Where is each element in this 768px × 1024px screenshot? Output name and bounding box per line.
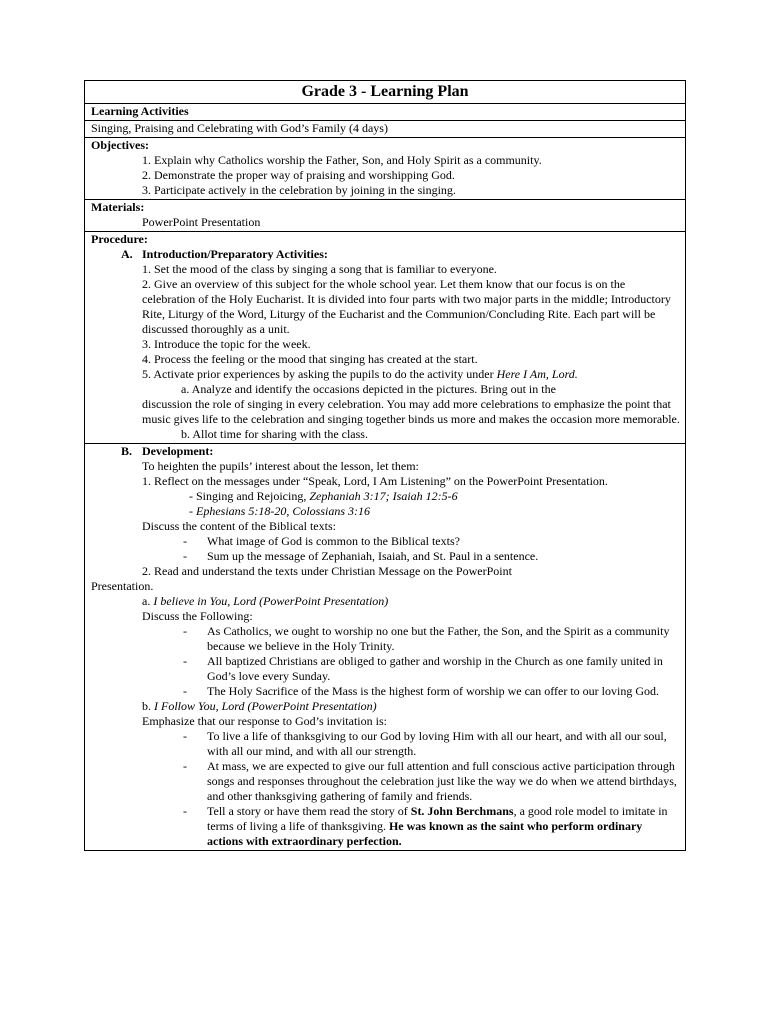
belief-point: - As Catholics, we ought to worship no one but the Father, the Son, and the Spirit as a community because we believe in the Holy Trinity. xyxy=(183,624,670,653)
dash-marker: - xyxy=(183,729,187,743)
dash-marker: - xyxy=(183,549,187,563)
objective-item: 2. Demonstrate the proper way of praising and worshipping God. xyxy=(142,168,455,182)
saint-description: He was known as the saint who perform ordinary actions with extraordinary perfection. xyxy=(207,819,643,848)
materials-heading: Materials: xyxy=(91,200,145,214)
development-item-2-second-line: Presentation. xyxy=(91,579,154,593)
learning-activities-heading-row xyxy=(85,104,685,121)
discussion-question: - What image of God is common to the Biblical texts? xyxy=(183,534,460,548)
intro-sub-a-first-line: a. Analyze and identify the occasions depicted in the pictures. Bring out in the xyxy=(181,382,556,396)
section-b-title: Development: xyxy=(142,444,214,458)
belief-point: - All baptized Christians are obliged to gather and worship in the Church as one family united in God’s love every Sunday. xyxy=(183,654,663,683)
subsection-a-title: a. I believe in You, Lord (PowerPoint Presentation) xyxy=(142,594,389,608)
discussion-question: - Sum up the message of Zephaniah, Isaiah, and St. Paul in a sentence. xyxy=(183,549,539,563)
bible-reference-1-verses: Zephaniah 3:17; Isaiah 12:5-6 xyxy=(309,489,458,503)
intro-item: 2. Give an overview of this subject for the whole school year. Let them know that our focus is on the celebration of the Holy Eucharist. It is divided into four parts with two major parts in the middle; Introductory Rite, Liturgy of the Word, Liturgy of the Eucharist and the Communion/Concluding Rite. Each part will be discussed thoroughly as a unit. xyxy=(142,277,671,336)
emphasize-response: Emphasize that our response to God’s invitation is: xyxy=(142,714,387,728)
dash-marker: - xyxy=(183,534,187,548)
intro-item: 4. Process the feeling or the mood that singing has created at the start. xyxy=(142,352,478,366)
section-b-label: B. xyxy=(121,444,133,458)
response-point: - At mass, we are expected to give our full attention and full conscious active participation through songs and responses throughout the celebration just like the way we do when we attend birthdays, and other thanksgiving gathering of family and friends. xyxy=(183,759,677,803)
learning-plan-table xyxy=(84,80,686,851)
objectives-section xyxy=(85,138,685,200)
section-a-heading xyxy=(91,247,680,262)
subsection-b-title: b. I Follow You, Lord (PowerPoint Presentation) xyxy=(142,699,377,713)
dash-marker: - xyxy=(183,684,187,698)
intro-item xyxy=(91,367,680,382)
learning-activities-heading: Learning Activities xyxy=(91,104,189,118)
intro-item: 3. Introduce the topic for the week. xyxy=(142,337,311,351)
intro-sub-a-rest: discussion the role of singing in every celebration. You may add more celebrations to emphasize the point that music gives life to the celebration and singing together binds us more and makes the occasion more memorable. xyxy=(142,397,680,426)
discuss-following: Discuss the Following: xyxy=(142,609,253,623)
belief-point: - The Holy Sacrifice of the Mass is the highest form of worship we can offer to our loving God. xyxy=(183,684,660,698)
section-a-label: A. xyxy=(121,247,133,261)
section-b-heading xyxy=(91,444,680,459)
dash-marker: - xyxy=(183,654,187,668)
learning-activities-text: Singing, Praising and Celebrating with God’s Family (4 days) xyxy=(91,121,388,135)
procedure-section-b xyxy=(85,444,685,850)
intro-sub-b: b. Allot time for sharing with the class. xyxy=(181,427,368,441)
intro-item-5-activity: Here I Am, Lord. xyxy=(496,367,578,381)
bible-reference-2: - Ephesians 5:18-20, Colossians 3:16 xyxy=(189,504,370,518)
dash-marker: - xyxy=(183,624,187,638)
materials-section xyxy=(85,200,685,232)
procedure-heading: Procedure: xyxy=(91,232,148,246)
development-item-1: 1. Reflect on the messages under “Speak, Lord, I Am Listening” on the PowerPoint Presentation. xyxy=(142,474,608,488)
materials-text: PowerPoint Presentation xyxy=(142,215,261,229)
objectives-heading: Objectives: xyxy=(91,138,149,152)
discuss-biblical-texts: Discuss the content of the Biblical texts: xyxy=(142,519,336,533)
response-point: - Tell a story or have them read the story of St. John Berchmans, a good role model to imitate in terms of living a life of thanksgiving. He was known as the saint who perform ordinary actions with extraordinary perfection. xyxy=(183,804,668,848)
intro-item: 1. Set the mood of the class by singing a song that is familiar to everyone. xyxy=(142,262,497,276)
saint-name: St. John Berchmans xyxy=(410,804,514,818)
dash-marker: - xyxy=(183,804,187,818)
procedure-section-a xyxy=(85,232,685,444)
objective-item: 1. Explain why Catholics worship the Father, Son, and Holy Spirit as a community. xyxy=(142,153,542,167)
response-point: - To live a life of thanksgiving to our God by loving Him with all our heart, and with all our soul, with all our mind, and with all our strength. xyxy=(183,729,667,758)
section-a-title: Introduction/Preparatory Activities: xyxy=(142,247,328,261)
page-title: Grade 3 - Learning Plan xyxy=(85,81,685,104)
bible-reference-1-label: - Singing and Rejoicing, xyxy=(189,489,310,503)
development-item-2-first-line: 2. Read and understand the texts under Christian Message on the PowerPoint xyxy=(142,564,512,578)
learning-activities-row xyxy=(85,121,685,138)
bible-reference-1 xyxy=(91,489,680,504)
objective-item: 3. Participate actively in the celebration by joining in the singing. xyxy=(142,183,456,197)
dash-marker: - xyxy=(183,759,187,773)
intro-item-5-text: 5. Activate prior experiences by asking the pupils to do the activity under xyxy=(142,367,497,381)
development-intro: To heighten the pupils’ interest about the lesson, let them: xyxy=(142,459,419,473)
